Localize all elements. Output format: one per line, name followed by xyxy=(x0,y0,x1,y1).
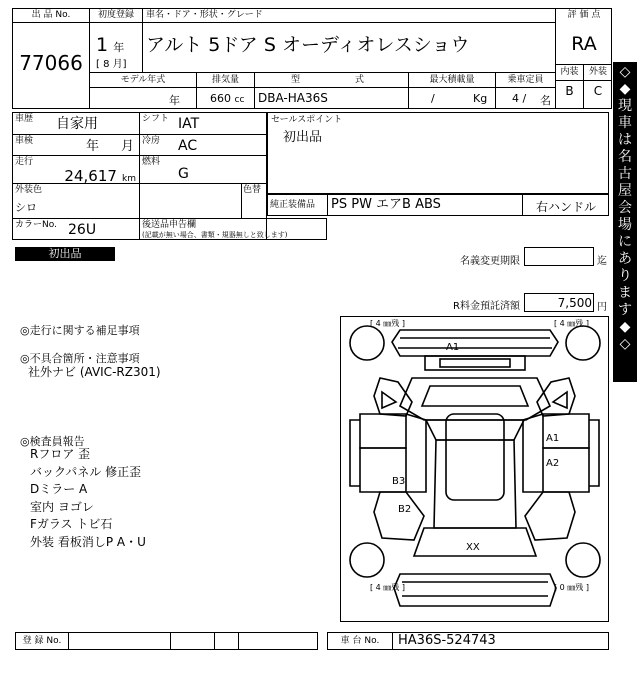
sales-point-label: セールスポイント xyxy=(271,115,343,125)
side-banner-char: は xyxy=(618,132,632,148)
mark-a1-top: A1 xyxy=(446,342,460,353)
aftermarket-note: (記載が無い場合、書類・規器無しと致します) xyxy=(142,231,288,239)
door-right-rear xyxy=(543,448,589,492)
defects-item: 社外ナビ (AVIC-RZ301) xyxy=(28,365,161,379)
tire-rr-label: [ 0 ㎜残 ] xyxy=(554,583,589,592)
type-value: DBA-HA36S xyxy=(258,91,328,105)
mark-a1-right: A1 xyxy=(546,433,560,444)
tire-fr-icon xyxy=(566,326,600,360)
color-no-label: カラーNo. xyxy=(15,220,57,230)
mark-xx-rear: XX xyxy=(466,542,480,553)
capacity-unit: 名 xyxy=(540,94,551,107)
mirror-left xyxy=(382,392,396,408)
mark-b3-left: B3 xyxy=(392,476,406,487)
first-reg-month: [ 8 月] xyxy=(96,59,127,70)
side-banner-char: あ xyxy=(618,251,632,267)
reg-no-label: 登 録 No. xyxy=(22,636,62,646)
windshield xyxy=(426,420,524,440)
capacity-label: 乗車定員 xyxy=(507,75,544,85)
year-number: 1 xyxy=(96,34,109,56)
inspector-title: ◎検査員報告 xyxy=(20,435,85,448)
car-diagram xyxy=(340,316,609,622)
recycle-value: 7,500 xyxy=(557,296,592,310)
lot-label: 出 品 No. xyxy=(31,10,71,20)
side-banner-char: り xyxy=(618,268,632,284)
inspector-item: Fガラス トビ石 xyxy=(30,517,113,531)
defects-list xyxy=(28,364,161,380)
side-banner-char: 会 xyxy=(618,200,632,216)
ac-value: AC xyxy=(178,138,198,154)
tire-rl-label: [ 4 ㎜残 ] xyxy=(370,583,405,592)
interior-label: 内装 xyxy=(560,67,579,77)
inspector-item: バックパネル 修正歪 xyxy=(30,464,142,479)
name-change-box xyxy=(524,247,594,266)
shift-label: シフト xyxy=(142,114,170,124)
tire-fl-label: [ 4 ㎜残 ] xyxy=(370,319,405,328)
inspector-item: Dミラー A xyxy=(30,482,88,496)
inspector-item: 室内 ヨゴレ xyxy=(30,499,94,514)
side-banner-char: 古 xyxy=(618,166,632,182)
first-reg-year xyxy=(96,34,140,56)
side-banner xyxy=(613,62,637,382)
ac-label: 冷房 xyxy=(142,136,161,146)
rear-quarter-left xyxy=(374,492,424,540)
exterior-color-value: シロ xyxy=(15,201,37,214)
mileage-label: 走行 xyxy=(15,157,34,167)
model-year-value: 年 xyxy=(169,94,180,107)
interior-value: B xyxy=(565,84,574,98)
first-reg-label: 初度登録 xyxy=(97,10,134,20)
displacement-label: 排気量 xyxy=(211,75,239,85)
grade-value: RA xyxy=(571,33,597,55)
mirror-right xyxy=(553,392,567,408)
aftermarket-label: 後送品申告欄 xyxy=(142,220,197,230)
max-load-number: / xyxy=(431,92,435,105)
mileage-value-wrap xyxy=(40,166,136,185)
max-load-label: 最大積載量 xyxy=(429,75,475,85)
mark-a2-right: A2 xyxy=(546,458,560,469)
mileage-unit: km xyxy=(122,174,136,184)
name-change-unit: 迄 xyxy=(597,256,607,267)
side-banner-char: ◇ xyxy=(619,336,631,352)
side-banner-char: 車 xyxy=(618,115,632,131)
inspection-month: 月 xyxy=(121,139,135,154)
mileage-value: 24,617 xyxy=(64,167,117,185)
side-banner-char: ◇ xyxy=(619,64,631,80)
exterior-label: 外装 xyxy=(588,67,607,77)
inspector-item: Rフロア 歪 xyxy=(30,447,91,461)
inspection-label: 車検 xyxy=(15,136,34,146)
capacity-number: 4 / xyxy=(512,92,527,105)
lot-number: 77066 xyxy=(19,51,83,75)
side-banner-char: 名 xyxy=(618,149,632,165)
max-load-unit: Kg xyxy=(473,92,488,105)
inspector-item: 外装 看板消しP A・U xyxy=(30,534,146,549)
year-unit: 年 xyxy=(113,41,125,54)
tire-rr-icon xyxy=(566,543,600,577)
steering-value: 右ハンドル xyxy=(535,200,596,214)
tire-rl-icon xyxy=(350,543,384,577)
type-label-2: 式 xyxy=(355,75,365,85)
exterior-value: C xyxy=(593,84,603,98)
side-banner-char: に xyxy=(618,234,632,250)
history-label: 車歴 xyxy=(15,114,34,124)
running-title: ◎走行に関する補足事項 xyxy=(20,324,140,337)
recycle-unit: 円 xyxy=(597,302,607,313)
history-value: 自家用 xyxy=(56,116,98,132)
car-name-label: 車名・ドア・形状・グレード xyxy=(146,10,263,20)
model-year-label: モデル年式 xyxy=(120,75,166,85)
equipment-value: PS PW エアB ABS xyxy=(331,197,441,212)
car-name: アルト 5ドア S オーディオレスショウ xyxy=(146,34,470,56)
rear-quarter-right xyxy=(525,492,575,540)
color-no-value: 26U xyxy=(68,222,97,238)
aftermarket-box xyxy=(139,218,327,240)
chassis-label: 車 台 No. xyxy=(340,636,380,646)
inspection-year: 年 xyxy=(86,139,100,154)
side-banner-char: ◆ xyxy=(619,81,631,97)
sales-point-value: 初出品 xyxy=(283,130,323,145)
tire-fr-label: [ 4 ㎜残 ] xyxy=(554,319,589,328)
side-banner-char: 屋 xyxy=(618,183,632,199)
side-banner-char: す xyxy=(618,302,632,318)
side-banner-char: 現 xyxy=(618,98,632,114)
front-bumper xyxy=(392,330,558,356)
defects-title: ◎不具合箇所・注意事項 xyxy=(20,352,140,365)
mark-b2-left: B2 xyxy=(398,504,412,515)
grade-label: 評 価 点 xyxy=(567,10,601,20)
inspector-list xyxy=(30,446,146,551)
side-banner-char: ま xyxy=(618,285,632,301)
fuel-value: G xyxy=(178,166,189,182)
fuel-label: 燃料 xyxy=(142,157,161,167)
door-left-front xyxy=(360,414,406,448)
displacement-number: 660 xyxy=(210,92,231,105)
equipment-label: 純正装備品 xyxy=(270,200,316,210)
name-change-label: 名義変更期限 xyxy=(460,256,520,267)
side-banner-char: 場 xyxy=(618,217,632,233)
shift-value: IAT xyxy=(178,116,200,132)
recycle-label: R料金預託済額 xyxy=(453,301,520,312)
tire-fl-icon xyxy=(350,326,384,360)
side-banner-char: ◆ xyxy=(619,319,631,335)
type-label-1: 型 xyxy=(291,75,301,85)
displacement-value xyxy=(210,92,254,105)
displacement-unit: cc xyxy=(234,95,245,105)
rear-bumper xyxy=(394,574,556,606)
exterior-color-label: 外装色 xyxy=(15,185,43,195)
first-listing-banner: 初出品 xyxy=(15,247,115,261)
chassis-value: HA36S-524743 xyxy=(398,633,496,648)
color-swap-label: 色替 xyxy=(243,185,262,195)
